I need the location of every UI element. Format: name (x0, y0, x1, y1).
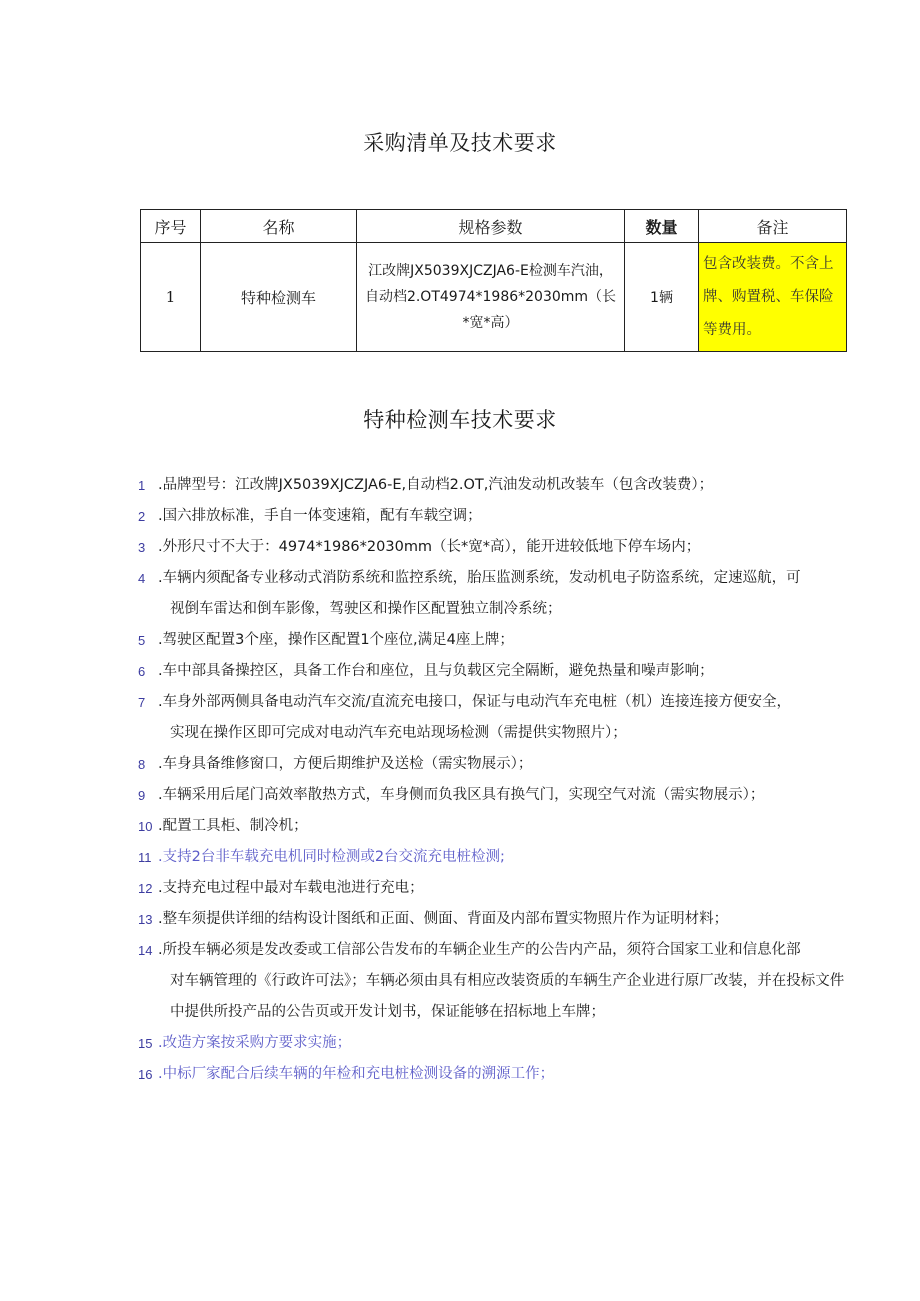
list-item-number: 16 (138, 1067, 153, 1082)
list-item-number: 7 (138, 695, 146, 710)
list-item-number: 3 (138, 540, 146, 555)
list-item-text-main: .所投车辆必须是发改委或工信部公告发布的车辆企业生产的公告内产品，须符合国家工业和信息化部 (158, 942, 801, 958)
list-item (138, 1059, 850, 1090)
page-title: 采购清单及技术要求 (363, 131, 557, 155)
list-item (138, 687, 850, 749)
list-item (138, 904, 850, 935)
list-item-text (158, 935, 850, 1028)
list-item-number: 12 (138, 881, 153, 896)
list-item-text-cont: 对车辆管理的《行政许可法》；车辆必须由具有相应改装资质的车辆生产企业进行原厂改装，并在投标文件中提供所投产品的公告页或开发计划书，保证能够在招标地上车牌； (170, 973, 845, 1020)
list-item-text (158, 470, 850, 501)
section-title: 特种检测车技术要求 (363, 408, 557, 432)
list-item (138, 563, 850, 625)
list-item-number: 13 (138, 912, 153, 927)
header-note: 备注 (699, 210, 847, 243)
list-item-text-main: .品牌型号：江改牌JX5039XJCZJA6-E,自动档2.OT,汽油发动机改装车（包含改装费）； (158, 477, 714, 493)
list-item-text (158, 873, 850, 904)
list-item (138, 873, 850, 904)
list-item-number: 14 (138, 943, 153, 958)
list-item-text-main: .车身外部两侧具备电动汽车交流/直流充电接口，保证与电动汽车充电桩（机）连接连接方便安全， (158, 694, 791, 710)
list-item-text (158, 687, 850, 749)
list-item-text (158, 1059, 850, 1090)
list-item-number: 6 (138, 664, 146, 679)
list-item-text-main: .外形尺寸不大于：4974*1986*2030mm（长*宽*高），能开进较低地下停车场内； (158, 539, 701, 555)
list-item (138, 811, 850, 842)
list-item-text (158, 749, 850, 780)
list-item-text (158, 501, 850, 532)
cell-qty: 1辆 (625, 243, 699, 352)
list-item-text (158, 532, 850, 563)
list-item-text-main: .车辆内须配备专业移动式消防系统和监控系统，胎压监测系统，发动机电子防盗系统，定速巡航，可 (158, 570, 801, 586)
list-item-text-main: .车辆采用后尾门高效率散热方式，车身侧而负我区具有换气门，实现空气对流（需实物展示）； (158, 787, 765, 803)
cell-spec: 江改牌JX5039XJCZJA6-E检测车汽油，自动档2.OT4974*1986*2030mm（长*宽*高） (357, 243, 625, 352)
list-item-text-cont: 实现在操作区即可完成对电动汽车充电站现场检测（需提供实物照片）； (170, 725, 627, 741)
list-item-text-main: .整车须提供详细的结构设计图纸和正面、侧面、背面及内部布置实物照片作为证明材料； (158, 911, 729, 927)
list-item-number: 10 (138, 819, 153, 834)
list-item (138, 656, 850, 687)
list-item (138, 470, 850, 501)
list-item-number: 2 (138, 509, 146, 524)
list-item-text (158, 904, 850, 935)
list-item-text-main: .中标厂家配合后续车辆的年检和充电桩检测设备的溯源工作； (158, 1066, 555, 1082)
list-item-text-main: .支持充电过程中最对车载电池进行充电； (158, 880, 424, 896)
list-item-number: 15 (138, 1036, 153, 1051)
list-item-number: 11 (138, 850, 152, 865)
list-item-text-main: .车中部具备操控区，具备工作台和座位，且与负载区完全隔断，避免热量和噪声影响； (158, 663, 714, 679)
list-item (138, 749, 850, 780)
list-item-number: 4 (138, 571, 146, 586)
list-item-text (158, 656, 850, 687)
list-item-number: 8 (138, 757, 146, 772)
table-row (141, 243, 847, 352)
list-item-number: 1 (138, 478, 146, 493)
list-item-text (158, 625, 850, 656)
header-no: 序号 (141, 210, 201, 243)
list-item (138, 935, 850, 1028)
list-item-text-main: .支持2台非车载充电机同时检测或2台交流充电桩检测; (158, 849, 505, 865)
procurement-table (140, 209, 847, 352)
list-item-text-main: .配置工具柜、制冷机； (158, 818, 308, 834)
list-item (138, 842, 850, 873)
list-item-number: 9 (138, 788, 146, 803)
list-item-text (158, 1028, 850, 1059)
list-item-text-main: .国六排放标准，手自一体变速箱，配有车载空调； (158, 508, 482, 524)
list-item-text (158, 780, 850, 811)
header-name: 名称 (201, 210, 357, 243)
list-item (138, 532, 850, 563)
requirements-list (138, 470, 850, 1090)
header-spec: 规格参数 (357, 210, 625, 243)
cell-note: 包含改装费。不含上牌、购置税、车保险等费用。 (699, 243, 847, 352)
list-item-text-main: .车身具备维修窗口，方便后期维护及送检（需实物展示）； (158, 756, 533, 772)
list-item-text-main: .改造方案按采购方要求实施； (158, 1035, 352, 1051)
list-item-text (158, 811, 850, 842)
list-item-text-main: .驾驶区配置3个座，操作区配置1个座位,满足4座上牌； (158, 632, 514, 648)
list-item-text (158, 842, 850, 873)
header-qty: 数量 (625, 210, 699, 243)
list-item (138, 1028, 850, 1059)
list-item (138, 625, 850, 656)
cell-no: 1 (141, 243, 201, 352)
list-item (138, 780, 850, 811)
table-header-row (141, 210, 847, 243)
cell-name: 特种检测车 (201, 243, 357, 352)
list-item-number: 5 (138, 633, 146, 648)
list-item (138, 501, 850, 532)
list-item-text-cont: 视倒车雷达和倒车影像，驾驶区和操作区配置独立制冷系统； (170, 601, 562, 617)
list-item-text (158, 563, 850, 625)
